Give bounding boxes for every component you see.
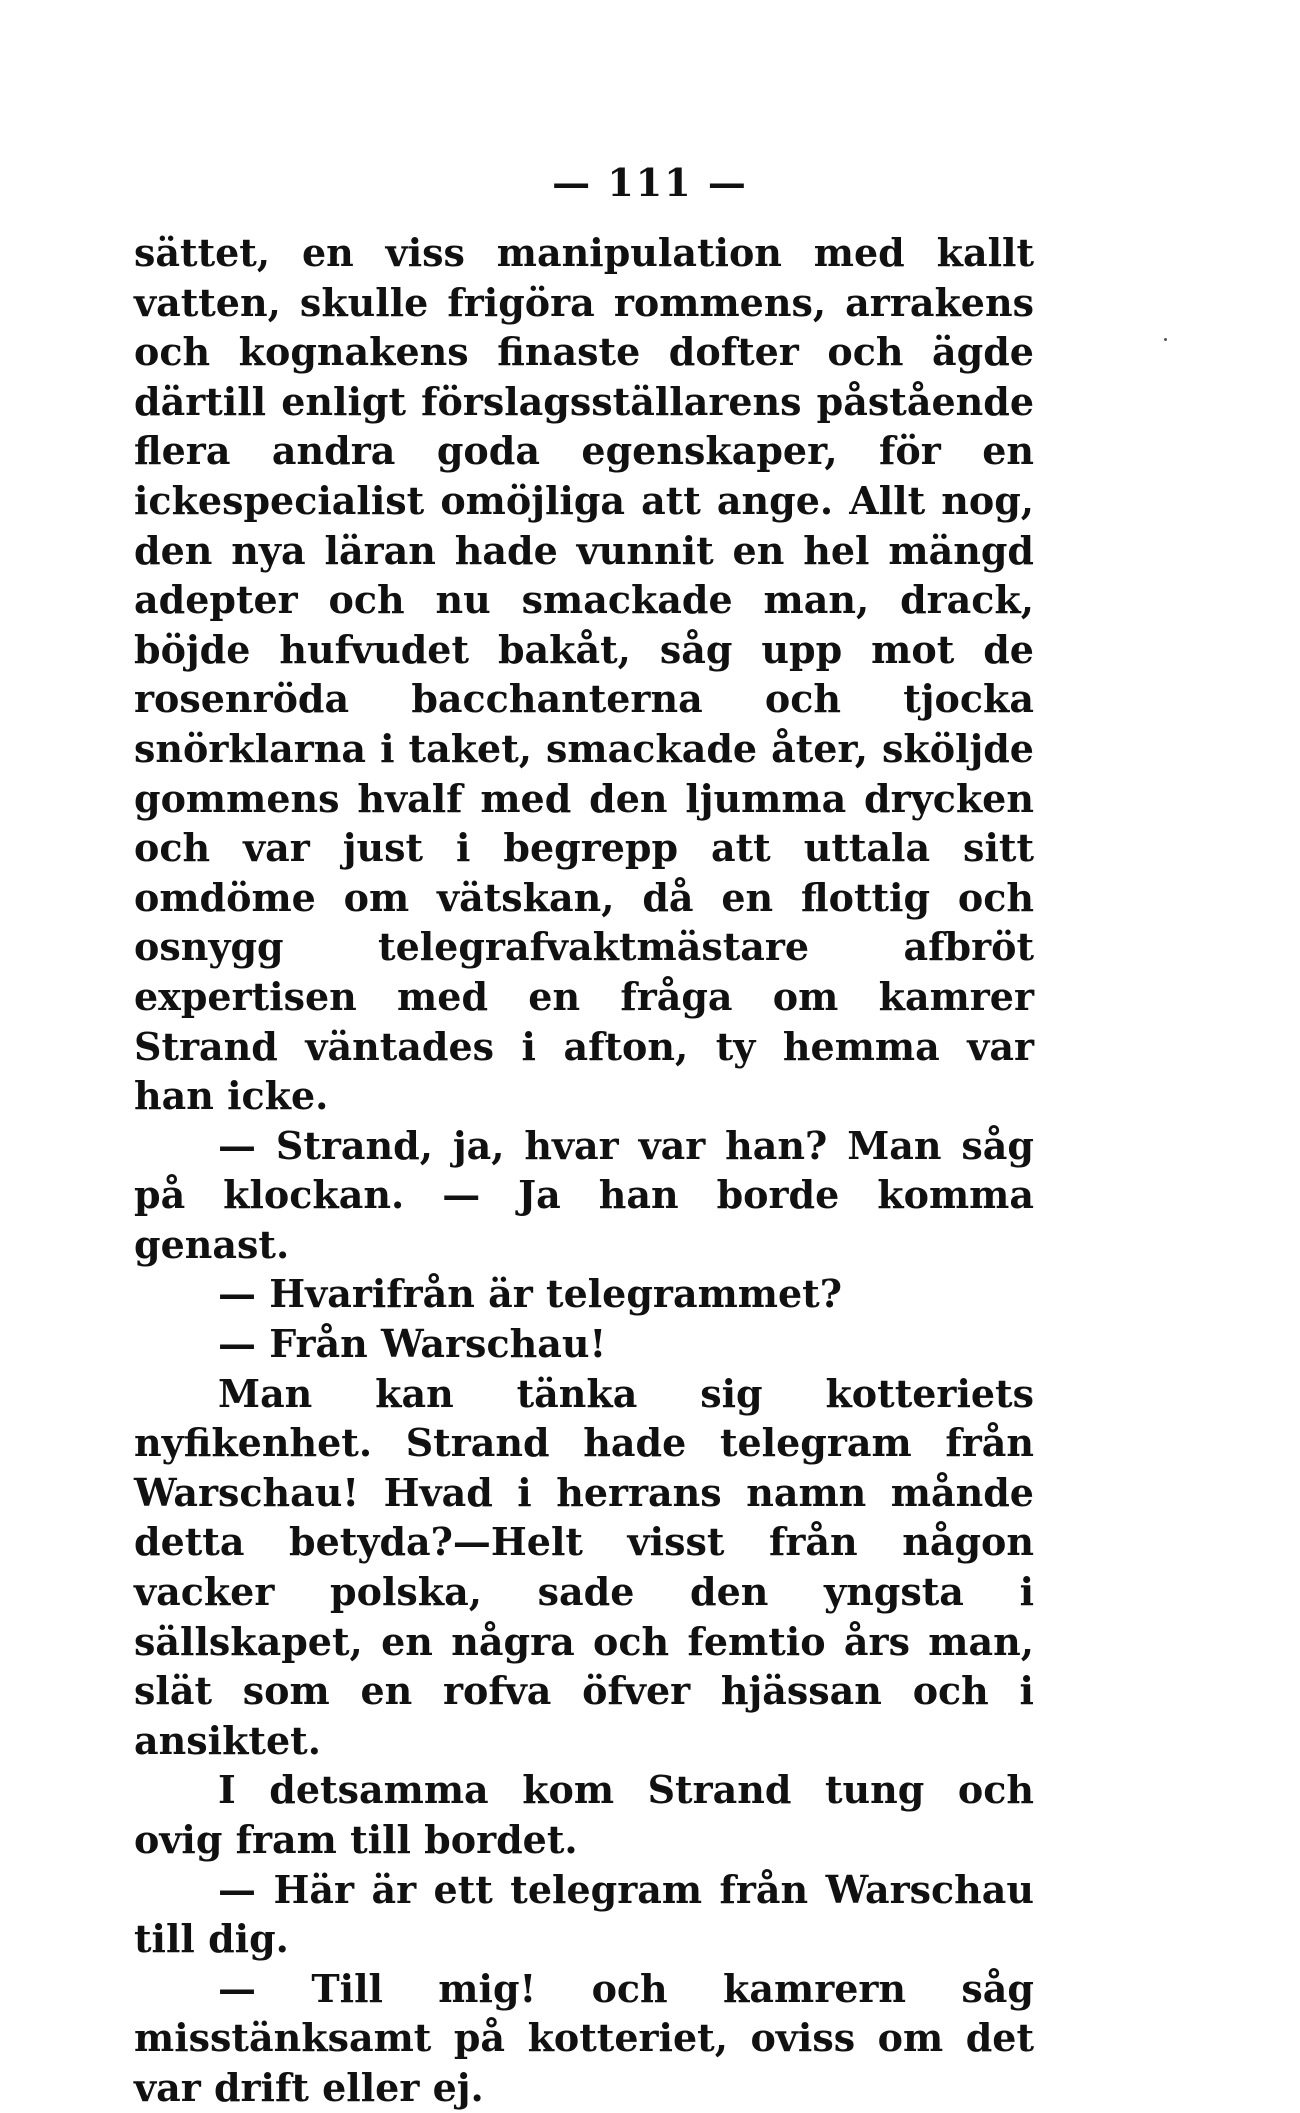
dialogue-line: — Från Warschau!	[218, 1321, 607, 1367]
dialogue-line: — Hvarifrån är telegrammet?	[218, 1271, 842, 1317]
paragraph: sättet, en viss manipulation med kallt vatten, skulle frigöra rommens, arrakens och kognakens finaste dofter och ägde därtill enligt förslagsställarens påstående flera andra goda egenskaper, för en ickespecialist omöjliga att ange. Allt nog, den nya läran hade vunnit en hel mängd adepter och nu smackade man, drack, böjde hufvudet bakåt, såg upp mot de rosenröda bacchanterna och tjocka snörklarna i taket, smackade åter, sköljde gommens hvalf med den ljumma drycken och var just i begrepp att uttala sitt omdöme om vätskan, då en flottig och osnygg telegrafvaktmästare afbröt expertisen med en fråga om kamrer Strand väntades i afton, ty hemma var han icke.	[134, 230, 1034, 1119]
page-number: — 111 —	[552, 160, 748, 205]
paragraph: Man kan tänka sig kotteriets nyfikenhet. Strand hade telegram från Warschau! Hvad i herrans namn månde detta betyda?—Helt visst från någon vacker polska, sade den yngsta i sällskapet, en några och femtio års man, slät som en rofva öfver hjässan och i ansiktet.	[134, 1370, 1034, 1763]
dialogue-line: — Strand, ja, hvar var han? Man såg på klockan. — Ja han borde komma genast.	[134, 1122, 1034, 1267]
dialogue-line: — Här är ett telegram från Warschau till dig.	[134, 1866, 1034, 1962]
print-speck	[1164, 338, 1167, 341]
dialogue-line: — Till mig! och kamrern såg misstänksamt på kotteriet, oviss om det var drift eller ej.	[134, 1965, 1034, 2110]
body-text	[134, 228, 1034, 2113]
paragraph: I detsamma kom Strand tung och ovig fram till bordet.	[134, 1767, 1034, 1862]
